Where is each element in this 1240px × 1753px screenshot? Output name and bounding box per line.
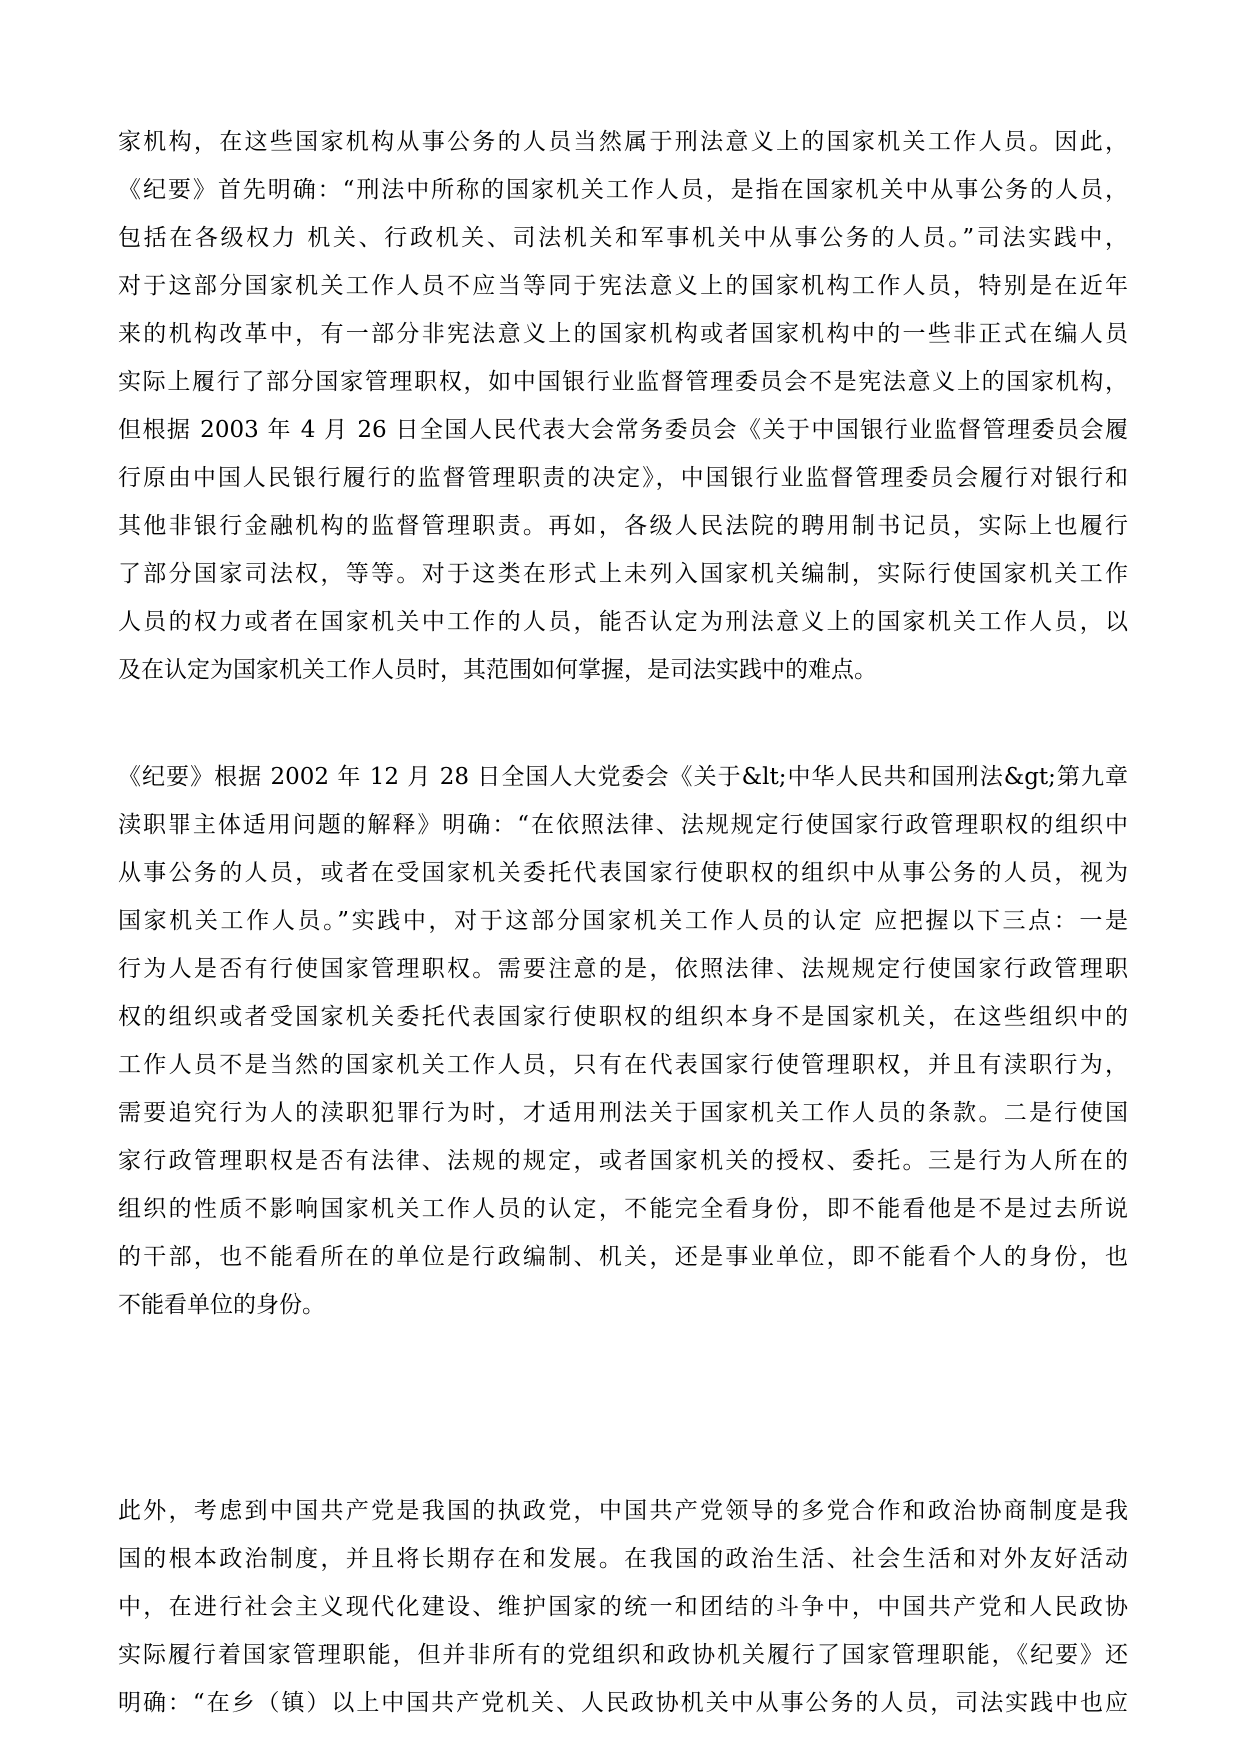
paragraph-1-line: 行原由中国人民银行履行的监督管理职责的决定》，中国银行业监督管理委员会履行对银行和 (118, 465, 1128, 491)
paragraph-1-line: 包括在各级权力 机关、行政机关、司法机关和军事机关中从事公务的人员。”司法实践中， (118, 225, 1128, 251)
paragraph-1-line: 但根据 2003 年 4 月 26 日全国人民代表大会常务委员会《关于中国银行业监督管理委员会履 (118, 417, 1128, 443)
paragraph-1-line: 对于这部分国家机关工作人员不应当等同于宪法意义上的国家机构工作人员，特别是在近年 (118, 273, 1128, 299)
paragraph-1-line: 及在认定为国家机关工作人员时，其范围如何掌握，是司法实践中的难点。 (118, 657, 877, 683)
paragraph-3 (118, 1487, 1128, 1727)
paragraph-1-line: 实际上履行了部分国家管理职权，如中国银行业监督管理委员会不是宪法意义上的国家机构， (118, 369, 1128, 395)
paragraph-1-line: 家机构，在这些国家机构从事公务的人员当然属于刑法意义上的国家机关工作人员。因此， (118, 129, 1128, 155)
paragraph-3-line: 中，在进行社会主义现代化建设、维护国家的统一和团结的斗争中，中国共产党和人民政协 (118, 1594, 1128, 1620)
paragraph-2-line: 的干部，也不能看所在的单位是行政编制、机关，还是事业单位，即不能看个人的身份，也 (118, 1244, 1128, 1270)
paragraph-2-line: 行为人是否有行使国家管理职权。需要注意的是，依照法律、法规规定行使国家行政管理职 (118, 956, 1128, 982)
paragraph-1-line: 来的机构改革中，有一部分非宪法意义上的国家机构或者国家机构中的一些非正式在编人员 (118, 321, 1128, 347)
paragraph-3-line: 明确：“在乡（镇）以上中国共产党机关、人民政协机关中从事公务的人员，司法实践中也应 (118, 1690, 1128, 1716)
paragraph-2-line: 渎职罪主体适用问题的解释》明确：“在依照法律、法规规定行使国家行政管理职权的组织中 (118, 812, 1128, 838)
paragraph-2-line: 工作人员不是当然的国家机关工作人员，只有在代表国家行使管理职权，并且有渎职行为， (118, 1052, 1128, 1078)
paragraph-2-line: 国家机关工作人员。”实践中，对于这部分国家机关工作人员的认定 应把握以下三点：一是 (118, 908, 1128, 934)
paragraph-1-line: 人员的权力或者在国家机关中工作的人员，能否认定为刑法意义上的国家机关工作人员，以 (118, 609, 1128, 635)
paragraph-3-line: 实际履行着国家管理职能，但并非所有的党组织和政协机关履行了国家管理职能，《纪要》还 (118, 1642, 1128, 1668)
paragraph-2-line: 《纪要》根据 2002 年 12 月 28 日全国人大党委会《关于&lt;中华人民共和国刑法&gt;第九章 (118, 764, 1128, 790)
paragraph-2 (118, 753, 1128, 1329)
paragraph-1-line: 了部分国家司法权，等等。对于这类在形式上未列入国家机关编制，实际行使国家机关工作 (118, 561, 1128, 587)
paragraph-2-line: 家行政管理职权是否有法律、法规的规定，或者国家机关的授权、委托。三是行为人所在的 (118, 1148, 1128, 1174)
paragraph-2-line: 需要追究行为人的渎职犯罪行为时，才适用刑法关于国家机关工作人员的条款。二是行使国 (118, 1100, 1128, 1126)
paragraph-1-line: 其他非银行金融机构的监督管理职责。再如，各级人民法院的聘用制书记员，实际上也履行 (118, 513, 1128, 539)
paragraph-3-line: 国的根本政治制度，并且将长期存在和发展。在我国的政治生活、社会生活和对外友好活动 (118, 1546, 1128, 1572)
paragraph-2-line: 组织的性质不影响国家机关工作人员的认定，不能完全看身份，即不能看他是不是过去所说 (118, 1196, 1128, 1222)
paragraph-1-line: 《纪要》首先明确：“刑法中所称的国家机关工作人员，是指在国家机关中从事公务的人员， (118, 177, 1128, 203)
paragraph-1 (118, 118, 1128, 694)
paragraph-2-line: 权的组织或者受国家机关委托代表国家行使职权的组织本身不是国家机关，在这些组织中的 (118, 1004, 1128, 1030)
paragraph-2-line: 从事公务的人员，或者在受国家机关委托代表国家行使职权的组织中从事公务的人员，视为 (118, 860, 1128, 886)
paragraph-3-line: 此外，考虑到中国共产党是我国的执政党，中国共产党领导的多党合作和政治协商制度是我 (118, 1498, 1128, 1524)
paragraph-2-line: 不能看单位的身份。 (118, 1292, 325, 1318)
